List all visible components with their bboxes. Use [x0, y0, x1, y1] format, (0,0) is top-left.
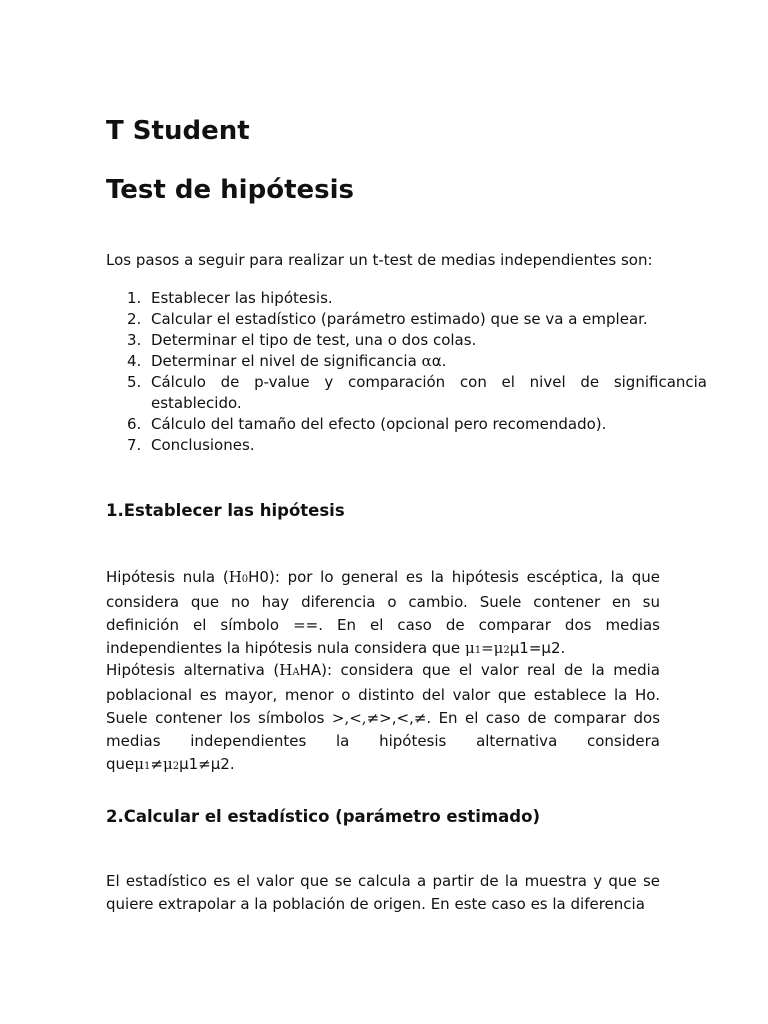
math-run: H	[228, 568, 242, 586]
math-run: H	[279, 661, 293, 679]
text-run: μ1≠μ2.	[179, 755, 235, 773]
math-run: μ	[464, 639, 475, 657]
text-run: =. En el caso de comparar dos medias independientes la hipótesis nula considera que	[106, 616, 660, 657]
list-text: Cálculo de p-value y comparación con el nivel de significancia establecido.	[151, 373, 707, 412]
intro-paragraph: Los pasos a seguir para realizar un t-test de medias independientes son:	[106, 251, 653, 269]
list-item	[127, 351, 707, 372]
math-subscript: 2	[172, 761, 180, 772]
list-number: 5.	[127, 373, 142, 391]
list-number: 7.	[127, 436, 142, 454]
list-item	[127, 414, 707, 435]
list-item	[127, 309, 707, 330]
list-text: Establecer las hipótesis.	[151, 289, 333, 307]
list-text	[151, 351, 707, 372]
section-heading: 2.Calcular el estadístico (parámetro estimado)	[106, 807, 540, 826]
list-number: 1.	[127, 289, 142, 307]
text-run: Hipótesis alternativa (	[106, 661, 280, 679]
list-number: 4.	[127, 352, 142, 370]
math-run: μ	[134, 755, 145, 773]
null-hypothesis-paragraph	[106, 566, 660, 662]
math-symbol	[229, 568, 248, 586]
list-item	[127, 435, 707, 456]
math-subscript: 2	[503, 645, 510, 656]
list-text-part: α.	[431, 352, 447, 370]
math-symbol	[279, 661, 299, 679]
list-text-part: Determinar el nivel de significancia	[151, 352, 422, 370]
text-run: H0): por lo general es la hipótesis escéptica, la que considera que no hay diferencia o cambio. Suele contener en su definición el símbolo	[106, 568, 660, 634]
section-heading: 1.Establecer las hipótesis	[106, 501, 345, 520]
text-run: μ1=μ2.	[509, 639, 566, 657]
alternative-hypothesis-paragraph	[106, 659, 660, 778]
steps-list	[106, 288, 707, 456]
math-run: =μ	[481, 639, 504, 657]
list-text: Cálculo del tamaño del efecto (opcional pero recomendado).	[151, 415, 607, 433]
alpha-symbol: α	[421, 352, 432, 370]
math-subscript: 1	[144, 761, 151, 772]
text-run: >,<,≠. En el caso de comparar dos medias independientes la hipótesis alternativa considera que	[106, 709, 661, 773]
list-item	[127, 372, 707, 414]
math-subscript: 1	[474, 645, 482, 656]
math-symbol	[465, 639, 510, 657]
list-text: Determinar el tipo de test, una o dos colas.	[151, 331, 477, 349]
list-text: Conclusiones.	[151, 436, 255, 454]
list-item	[127, 288, 707, 309]
list-number: 3.	[127, 331, 142, 349]
list-number: 6.	[127, 415, 142, 433]
list-item	[127, 330, 707, 351]
math-subscript: 0	[241, 574, 249, 585]
text-run: Hipótesis nula (	[106, 568, 229, 586]
math-symbol: >,<,≠	[331, 709, 380, 727]
math-symbol: =	[293, 616, 306, 634]
math-symbol	[134, 755, 179, 773]
math-run: ≠μ	[150, 755, 173, 773]
document-subtitle: Test de hipótesis	[106, 175, 354, 205]
statistic-paragraph: El estadístico es el valor que se calcula a partir de la muestra y que se quiere extrapolar a la población de origen. En este caso es la diferencia	[106, 872, 660, 913]
text-run: HA): considera que el valor real de la media poblacional es mayor, menor o distinto del valor que establece la Ho. Suele contener los símbolos	[106, 661, 660, 727]
list-text: Calcular el estadístico (parámetro estimado) que se va a emplear.	[151, 310, 648, 328]
list-number: 2.	[127, 310, 142, 328]
math-subscript: A	[292, 667, 300, 678]
document-title: T Student	[106, 116, 250, 146]
